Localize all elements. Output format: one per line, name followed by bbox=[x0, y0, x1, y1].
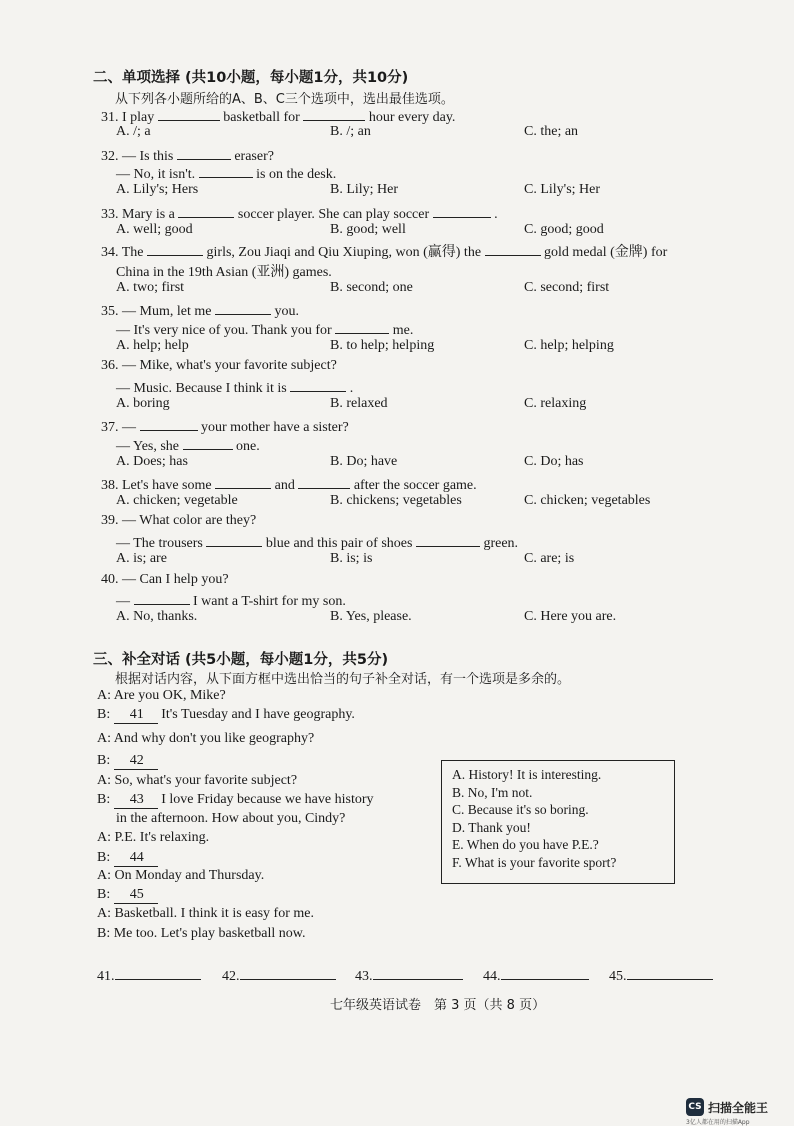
answer-blank bbox=[335, 319, 389, 334]
question-stem-line2: — Music. Because I think it is . bbox=[116, 377, 353, 397]
question-stem: 37. — your mother have a sister? bbox=[101, 416, 349, 436]
question-stem-line2: China in the 19th Asian (亚洲) games. bbox=[116, 265, 332, 280]
section3-title: 三、补全对话 (共5小题，每小题1分，共5分) bbox=[93, 652, 389, 668]
question-stem-line2: — No, it isn't. is on the desk. bbox=[116, 163, 336, 183]
answer-blank bbox=[134, 590, 190, 605]
answer-blank bbox=[433, 203, 491, 218]
question-stem: 35. — Mum, let me you. bbox=[101, 300, 299, 320]
question-stem: 32. — Is this eraser? bbox=[101, 145, 274, 165]
dialogue-blank-number: 44 bbox=[114, 850, 158, 867]
choice-a: A. two; first bbox=[116, 280, 185, 295]
option-d: D. Thank you! bbox=[452, 819, 531, 835]
choice-c: C. are; is bbox=[524, 551, 575, 566]
choice-b: B. is; is bbox=[330, 551, 373, 566]
choice-c: C. chicken; vegetables bbox=[524, 493, 651, 508]
choice-a: A. /; a bbox=[116, 124, 151, 139]
answer-blank bbox=[485, 241, 541, 256]
question-stem: 33. Mary is a soccer player. She can play soccer . bbox=[101, 203, 498, 223]
answer-43: 43. bbox=[355, 965, 463, 985]
dialogue-blank-number: 41 bbox=[114, 707, 158, 724]
option-c: C. Because it's so boring. bbox=[452, 802, 589, 817]
options-box bbox=[441, 760, 675, 884]
choice-c: C. relaxing bbox=[524, 396, 587, 411]
choice-a: A. boring bbox=[116, 396, 170, 411]
answer-45: 45. bbox=[609, 965, 713, 985]
choice-c: C. second; first bbox=[524, 280, 610, 295]
answer-blank bbox=[206, 532, 262, 547]
answer-blank bbox=[183, 435, 233, 450]
option-b: B. No, I'm not. bbox=[452, 784, 533, 800]
choice-b: B. chickens; vegetables bbox=[330, 493, 462, 508]
choice-c: C. good; good bbox=[524, 222, 604, 237]
choice-b: B. /; an bbox=[330, 124, 371, 139]
dialogue-line: B: 41 It's Tuesday and I have geography. bbox=[97, 707, 355, 722]
answer-blank bbox=[215, 300, 271, 315]
question-stem-line2: — The trousers blue and this pair of shoes green. bbox=[116, 532, 518, 552]
question-stem: 36. — Mike, what's your favorite subject? bbox=[101, 358, 337, 373]
choice-a: A. is; are bbox=[116, 551, 167, 566]
answer-41: 41. bbox=[97, 965, 201, 985]
choice-a: A. No, thanks. bbox=[116, 609, 198, 624]
dialogue-blank-number: 45 bbox=[114, 887, 158, 904]
choice-a: A. Does; has bbox=[116, 454, 188, 469]
question-stem: 40. — Can I help you? bbox=[101, 572, 229, 587]
dialogue-line: A: P.E. It's relaxing. bbox=[97, 830, 210, 845]
answer-44: 44. bbox=[483, 965, 589, 985]
dialogue-line: A: On Monday and Thursday. bbox=[97, 868, 265, 883]
choice-a: A. well; good bbox=[116, 222, 193, 237]
choice-a: A. chicken; vegetable bbox=[116, 493, 238, 508]
dialogue-line: A: And why don't you like geography? bbox=[97, 731, 315, 746]
choice-c: C. Lily's; Her bbox=[524, 182, 601, 197]
dialogue-line: B: 45 bbox=[97, 887, 158, 904]
dialogue-line: B: Me too. Let's play basketball now. bbox=[97, 926, 306, 941]
bleed-through-text bbox=[600, 60, 790, 700]
answer-42: 42. bbox=[222, 965, 336, 985]
choice-c: C. Do; has bbox=[524, 454, 584, 469]
scanner-watermark bbox=[686, 1098, 768, 1116]
section2-title: 二、单项选择 (共10小题，每小题1分，共10分) bbox=[93, 70, 409, 86]
choice-c: C. help; helping bbox=[524, 338, 614, 353]
dialogue-line: A: So, what's your favorite subject? bbox=[97, 773, 298, 788]
dialogue-blank-number: 42 bbox=[114, 753, 158, 770]
choice-b: B. Do; have bbox=[330, 454, 398, 469]
question-stem: 39. — What color are they? bbox=[101, 513, 257, 528]
choice-b: B. good; well bbox=[330, 222, 406, 237]
dialogue-line: A: Basketball. I think it is easy for me. bbox=[97, 906, 314, 921]
section3-instruction: 根据对话内容，从下面方框中选出恰当的句子补全对话，有一个选项是多余的。 bbox=[115, 672, 571, 687]
dialogue-line: B: 43 I love Friday because we have history bbox=[97, 792, 374, 807]
answer-blank bbox=[178, 203, 234, 218]
question-stem: 31. I play basketball for hour every day. bbox=[101, 106, 455, 126]
choice-c: C. Here you are. bbox=[524, 609, 617, 624]
answer-blank bbox=[140, 416, 198, 431]
option-f: F. What is your favorite sport? bbox=[452, 854, 617, 870]
dialogue-line: B: 42 bbox=[97, 753, 158, 770]
question-stem: 34. The girls, Zou Jiaqi and Qiu Xiuping, won (赢得) the gold medal (金牌) for bbox=[101, 241, 667, 261]
dialogue-line: A: Are you OK, Mike? bbox=[97, 688, 226, 703]
question-stem: 38. Let's have some and after the soccer game. bbox=[101, 474, 477, 494]
dialogue-line: B: 44 bbox=[97, 850, 158, 867]
choice-a: A. help; help bbox=[116, 338, 189, 353]
question-stem-line2: — I want a T-shirt for my son. bbox=[116, 590, 346, 610]
answer-blank bbox=[416, 532, 480, 547]
option-e: E. When do you have P.E.? bbox=[452, 837, 599, 852]
page-footer: 七年级英语试卷 第 3 页（共 8 页） bbox=[330, 998, 546, 1013]
scanner-tagline: 3亿人都在用的扫描App bbox=[686, 1119, 750, 1126]
dialogue-blank-number: 43 bbox=[114, 792, 158, 809]
answer-blank bbox=[303, 106, 365, 121]
choice-c: C. the; an bbox=[524, 124, 579, 139]
answer-blank bbox=[177, 145, 231, 160]
choice-a: A. Lily's; Hers bbox=[116, 182, 199, 197]
answer-blank bbox=[199, 163, 253, 178]
choice-b: B. relaxed bbox=[330, 396, 388, 411]
choice-b: B. Yes, please. bbox=[330, 609, 412, 624]
answer-blank bbox=[290, 377, 346, 392]
dialogue-line: in the afternoon. How about you, Cindy? bbox=[116, 811, 346, 826]
answer-blank bbox=[147, 241, 203, 256]
answer-blank bbox=[158, 106, 220, 121]
answer-blank bbox=[298, 474, 350, 489]
choice-b: B. second; one bbox=[330, 280, 413, 295]
option-a: A. History! It is interesting. bbox=[452, 767, 602, 782]
question-stem-line2: — It's very nice of you. Thank you for me. bbox=[116, 319, 413, 339]
section2-instruction: 从下列各小题所给的A、B、C三个选项中，选出最佳选项。 bbox=[115, 92, 454, 107]
choice-b: B. Lily; Her bbox=[330, 182, 399, 197]
scanner-logo-icon: CS bbox=[686, 1098, 704, 1116]
question-stem-line2: — Yes, she one. bbox=[116, 435, 260, 455]
answer-blank bbox=[215, 474, 271, 489]
scanner-name: 扫描全能王 bbox=[708, 1100, 769, 1115]
choice-b: B. to help; helping bbox=[330, 338, 435, 353]
